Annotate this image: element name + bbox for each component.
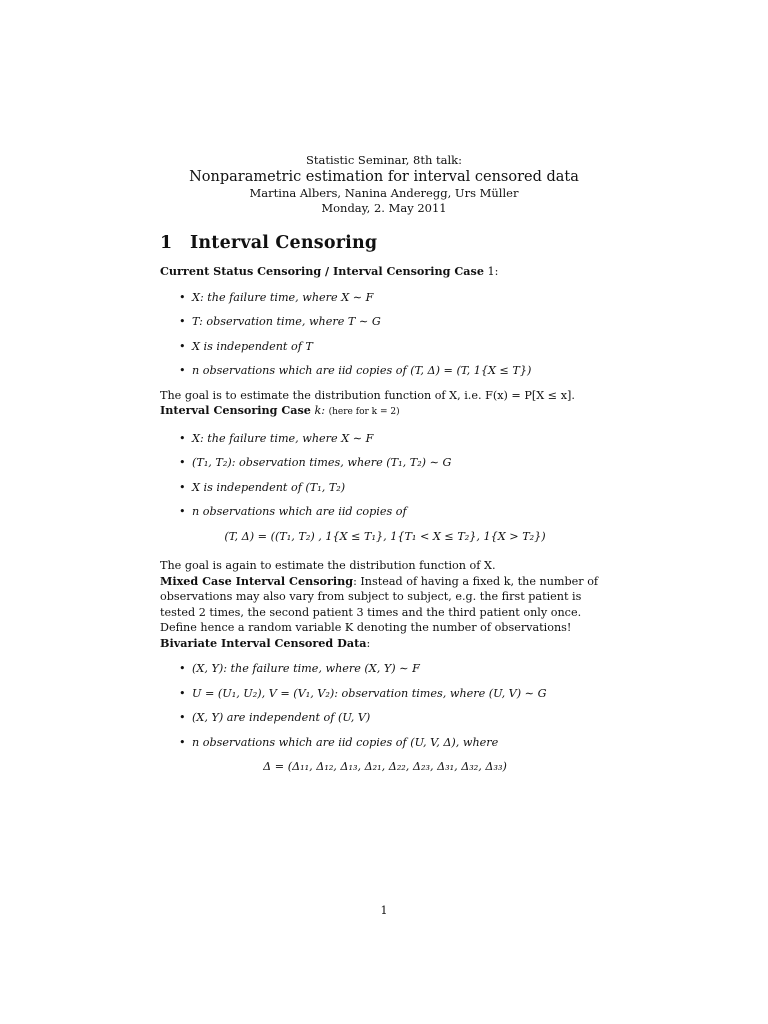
- list-item: • X: the failure time, where X ∼ F: [179, 290, 374, 304]
- block1-list: [160, 290, 610, 379]
- block2-note: (here for k = 2): [328, 407, 400, 417]
- list-item: • X is independent of T: [179, 339, 313, 353]
- block2-list: [160, 431, 610, 520]
- list-item: • n observations which are iid copies of (T, Δ) = (T, 1{X ≤ T}): [179, 364, 532, 377]
- block2-display-equation: (T, Δ) = ((T₁, T₂) , 1{X ≤ T₁}, 1{T₁ < X ≤ T₂}, 1{X > T₂}): [224, 529, 546, 543]
- list-item: • X is independent of (T₁, T₂): [179, 480, 346, 494]
- block4-heading-line: [160, 636, 610, 652]
- list-item: • (T₁, T₂): observation times, where (T₁, T₂) ∼ G: [179, 456, 452, 469]
- block4-heading-suffix: :: [366, 636, 371, 650]
- block3-heading: Mixed Case Interval Censoring: [160, 573, 354, 588]
- block3-text: : Instead of having a fixed k, the number of observations may also vary from subject to subject, e.g. the first patient is tested 2 times, the second patient 3 times and the third patient only once. Define hence a random variable K denoting the number of observations!: [160, 574, 599, 634]
- list-item: • (X, Y) are independent of (U, V): [179, 711, 371, 724]
- seminar-line: Statistic Seminar, 8th talk:: [305, 153, 463, 167]
- section-heading: [160, 233, 377, 253]
- block1-heading-line: [160, 264, 610, 280]
- list-item: • n observations which are iid copies of: [179, 505, 407, 518]
- list-item: • T: observation time, where T ∼ G: [179, 315, 381, 328]
- section-number: 1: [160, 233, 173, 253]
- main-content: [160, 264, 610, 789]
- list-item: • U = (U₁, U₂), V = (V₁, V₂): observation times, where (U, V) ∼ G: [179, 686, 547, 700]
- block1-goal: The goal is to estimate the distribution function of X, i.e. F(x) = P[X ≤ x].: [160, 388, 575, 402]
- list-item: • (X, Y): the failure time, where (X, Y) ∼ F: [179, 662, 420, 675]
- block4-list: [160, 661, 610, 750]
- list-item: • X: the failure time, where X ∼ F: [179, 431, 374, 445]
- block2-heading: Interval Censoring Case: [160, 403, 311, 417]
- block2-heading-line: [160, 403, 610, 421]
- block1-heading-suffix: 1:: [483, 265, 499, 278]
- list-item: • n observations which are iid copies of (U, V, Δ), where: [179, 735, 499, 749]
- block4-heading: Bivariate Interval Censored Data: [160, 635, 367, 650]
- block2-heading-var: k:: [310, 404, 326, 417]
- date: Monday, 2. May 2011: [321, 201, 447, 215]
- title-block: [0, 153, 768, 216]
- paper-title: Nonparametric estimation for interval censored data: [189, 169, 579, 185]
- section-title: Interval Censoring: [190, 233, 378, 253]
- block1-heading: Current Status Censoring / Interval Censoring Case: [160, 264, 484, 278]
- page-number: 1: [380, 904, 388, 917]
- authors: Martina Albers, Nanina Anderegg, Urs Müller: [249, 186, 519, 200]
- block3-paragraph: [160, 574, 610, 636]
- block2-goal: The goal is again to estimate the distribution function of X.: [160, 559, 496, 572]
- block4-display-equation: Δ = (Δ₁₁, Δ₁₂, Δ₁₃, Δ₂₁, Δ₂₂, Δ₂₃, Δ₃₁, Δ₃₂, Δ₃₃): [263, 760, 507, 773]
